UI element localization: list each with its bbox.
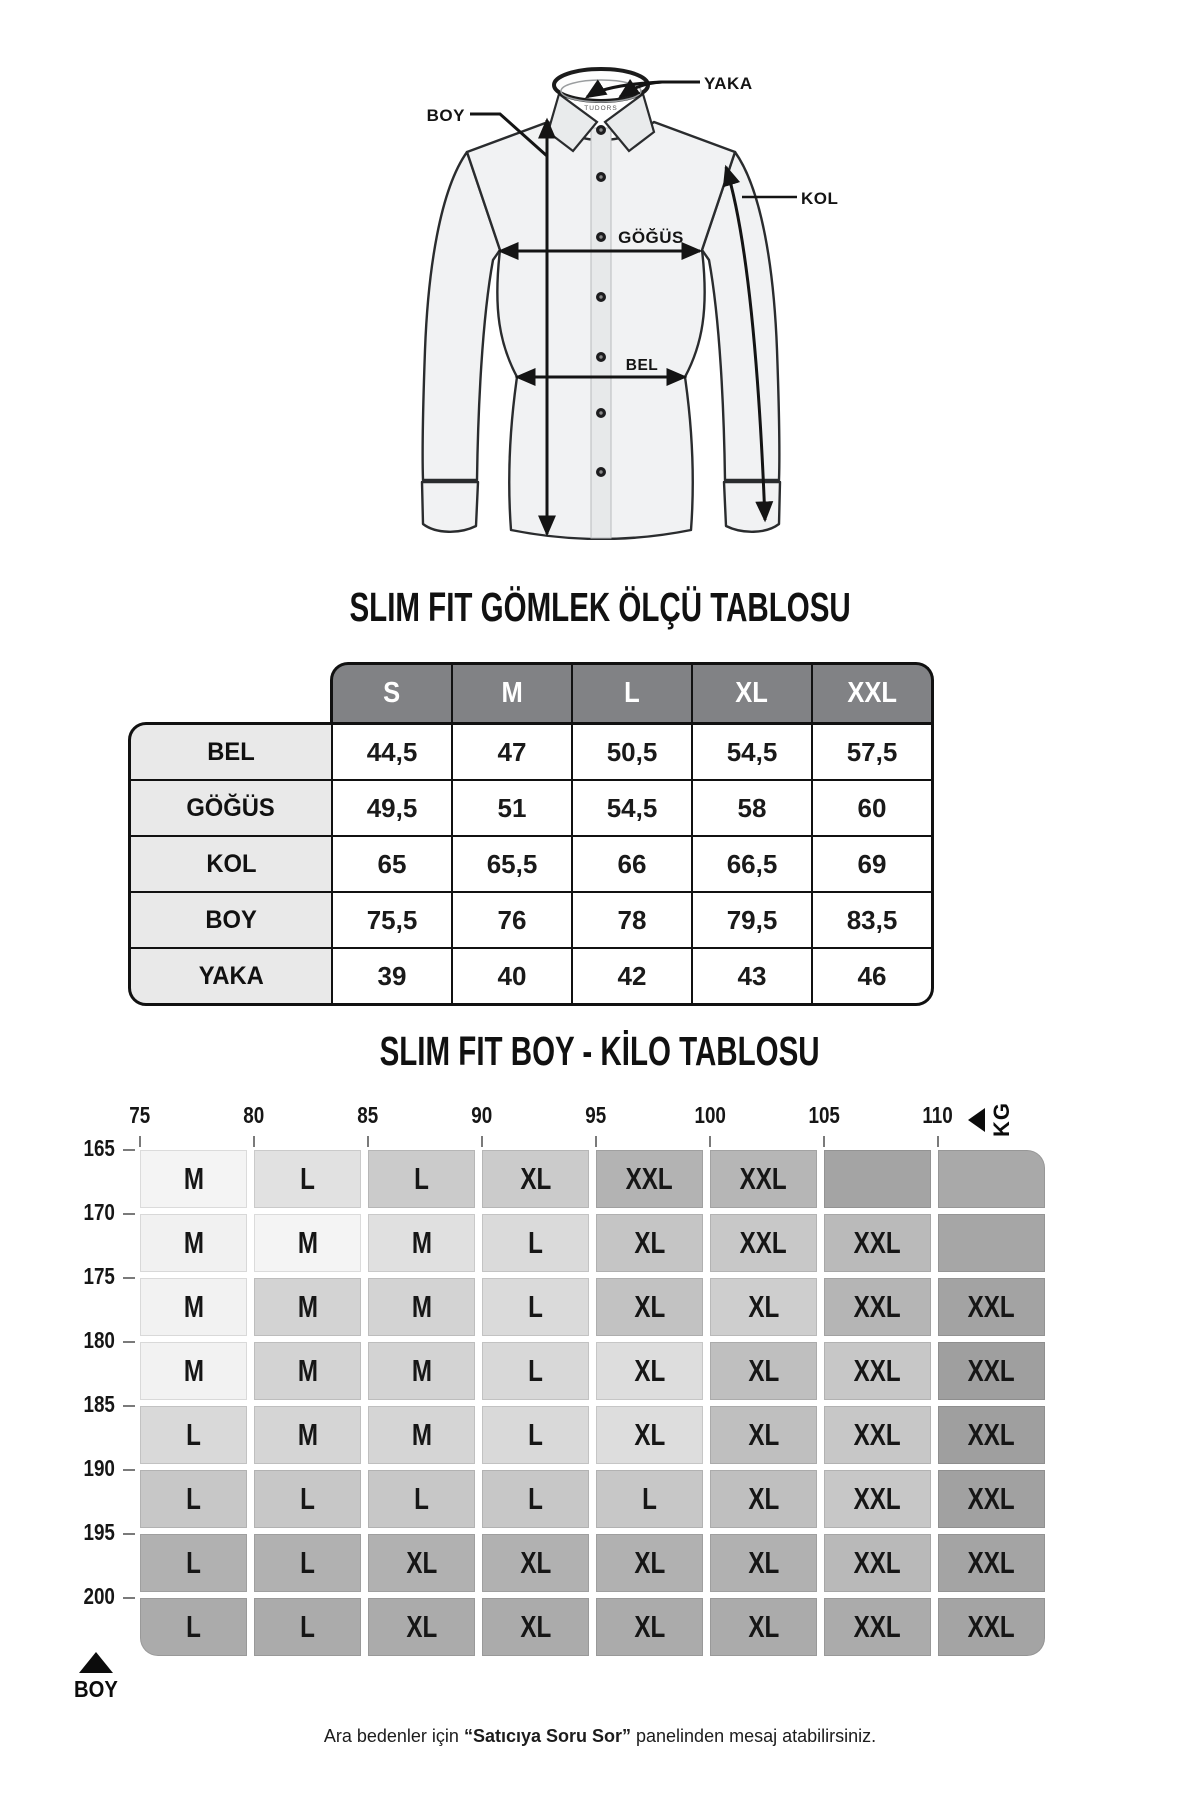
cell-size-value: L [186,1481,201,1516]
height-weight-cell [824,1598,931,1656]
cell-size-value: L [528,1481,543,1516]
cell-size-value: M [297,1225,318,1260]
size-column-header [693,665,811,722]
cell-size-value: L [186,1609,201,1644]
size-value: 54,5 [606,792,658,823]
size-column-label: M [501,677,523,709]
height-weight-cell [368,1214,475,1272]
boy-arrow-icon [79,1652,113,1673]
cell-size-value: XL [406,1545,437,1580]
cell-size-value: M [411,1225,432,1260]
size-value: 57,5 [846,736,898,767]
size-value: 49,5 [366,792,418,823]
size-value: 69 [857,848,887,879]
cell-size-value: XL [748,1481,779,1516]
height-tick-mark [123,1533,135,1535]
cell-size-value: M [183,1161,204,1196]
cell-size-value: M [183,1225,204,1260]
size-column-header [813,665,931,722]
height-tick-label [40,1327,118,1354]
size-value: 43 [737,960,767,991]
cell-size-value: L [642,1481,657,1516]
cell-size-value: XXL [967,1417,1016,1452]
waist-label: BEL [625,357,659,374]
cell-size-value: XL [634,1225,665,1260]
height-weight-cell [482,1278,589,1336]
size-value: 60 [857,792,887,823]
cell-size-value: XXL [739,1225,788,1260]
height-weight-title: SLIM FIT BOY - KİLO TABLOSU [379,1028,821,1074]
size-value-cell [573,781,691,835]
height-weight-cell [482,1214,589,1272]
height-tick-mark [123,1469,135,1471]
size-value: 40 [497,960,527,991]
size-value-cell [333,725,451,779]
cell-size-value: XL [634,1545,665,1580]
measure-row-label: BOY [205,905,257,934]
measure-row-header [131,893,331,947]
kg-tick-mark [253,1136,255,1147]
height-tick-label [40,1455,118,1482]
cell-size-value: L [528,1225,543,1260]
cell-size-value: L [414,1161,429,1196]
height-weight-cell [368,1342,475,1400]
height-tick-mark [123,1405,135,1407]
height-weight-cell [824,1150,931,1208]
kg-tick-value: 75 [129,1102,151,1128]
height-tick-value: 185 [83,1391,115,1417]
size-value: 75,5 [366,904,418,935]
height-weight-cell [482,1406,589,1464]
height-weight-cell [482,1534,589,1592]
measure-row-header [131,725,331,779]
cell-size-value: M [411,1289,432,1324]
cell-size-value: XXL [853,1417,902,1452]
height-weight-cell [938,1150,1045,1208]
height-tick-mark [123,1277,135,1279]
shirt-diagram [330,10,870,540]
cell-size-value: XL [634,1289,665,1324]
cell-size-value: XL [520,1609,551,1644]
cell-size-value: L [300,1545,315,1580]
cell-size-value: M [297,1353,318,1388]
height-weight-cell [140,1214,247,1272]
height-weight-cell [710,1534,817,1592]
cell-size-value: XL [634,1417,665,1452]
size-value: 54,5 [726,736,778,767]
size-value: 51 [497,792,527,823]
height-weight-cell [710,1150,817,1208]
cell-size-value: M [411,1417,432,1452]
cell-size-value: M [183,1289,204,1324]
size-value-cell [453,781,571,835]
height-weight-cell [140,1470,247,1528]
size-value: 65,5 [486,848,538,879]
size-value-cell [453,837,571,891]
cell-size-value: XL [520,1545,551,1580]
height-tick-value: 170 [83,1199,115,1225]
kg-tick-label [898,1102,978,1129]
height-weight-cell [140,1534,247,1592]
kg-tick-mark [823,1136,825,1147]
cell-size-value: XL [748,1417,779,1452]
cell-size-value: XL [748,1353,779,1388]
size-value-cell [693,837,811,891]
size-value-cell [813,837,931,891]
height-tick-label [40,1199,118,1226]
height-weight-cell [596,1278,703,1336]
height-weight-cell [254,1150,361,1208]
cell-size-value: XL [748,1289,779,1324]
height-weight-cell [482,1150,589,1208]
height-weight-cell [938,1598,1045,1656]
cell-size-value: L [300,1481,315,1516]
length-label: BOY [426,106,465,125]
size-value: 39 [377,960,407,991]
size-value: 83,5 [846,904,898,935]
kg-tick-label [670,1102,750,1129]
cell-size-value: XL [634,1609,665,1644]
footer-note: Ara bedenler için “Satıcıya Soru Sor” panelinden mesaj atabilirsiniz. [323,1726,877,1746]
size-value: 58 [737,792,767,823]
height-weight-cell [368,1406,475,1464]
size-value-cell [453,893,571,947]
height-weight-cell [254,1214,361,1272]
height-weight-cell [710,1406,817,1464]
size-value: 42 [617,960,647,991]
size-value-cell [693,949,811,1003]
height-weight-cell [254,1598,361,1656]
height-weight-cell [368,1598,475,1656]
cell-size-value: XXL [853,1481,902,1516]
height-weight-cell [596,1150,703,1208]
kg-tick-mark [595,1136,597,1147]
size-value-cell [453,725,571,779]
cell-size-value: XL [748,1545,779,1580]
size-value-cell [333,893,451,947]
kg-tick-mark [709,1136,711,1147]
cell-size-value: XL [748,1609,779,1644]
brand-mark: TUDORS [584,105,618,112]
size-value-cell [453,949,571,1003]
size-value: 66 [617,848,647,879]
height-weight-cell [710,1598,817,1656]
height-tick-label [40,1391,118,1418]
kg-tick-label [784,1102,864,1129]
cell-size-value: XXL [853,1225,902,1260]
size-value-cell [813,781,931,835]
kg-tick-value: 85 [357,1102,379,1128]
size-value: 76 [497,904,527,935]
height-weight-cell [824,1214,931,1272]
cell-size-value: XXL [967,1353,1016,1388]
kg-tick-value: 90 [471,1102,493,1128]
measure-row-header [131,949,331,1003]
size-value-cell [333,949,451,1003]
collar-label: YAKA [704,74,753,93]
cell-size-value: XXL [853,1289,902,1324]
size-value-cell [693,781,811,835]
height-weight-cell [140,1342,247,1400]
size-column-label: L [624,677,640,709]
height-weight-cell [482,1470,589,1528]
height-weight-cell [824,1342,931,1400]
height-tick-mark [123,1597,135,1599]
height-weight-cell [368,1470,475,1528]
cell-size-value: L [528,1417,543,1452]
cell-size-value: L [528,1289,543,1324]
height-tick-value: 175 [83,1263,115,1289]
cell-size-value: XXL [967,1545,1016,1580]
kg-tick-label [556,1102,636,1129]
height-weight-cell [140,1406,247,1464]
kg-tick-mark [367,1136,369,1147]
kg-tick-label [100,1102,180,1129]
height-weight-cell [824,1278,931,1336]
kg-tick-value: 95 [585,1102,607,1128]
height-tick-value: 190 [83,1455,115,1481]
measure-row-header [131,837,331,891]
size-value: 50,5 [606,736,658,767]
size-value-cell [573,949,691,1003]
cell-size-value: XXL [853,1353,902,1388]
height-weight-cell [596,1470,703,1528]
height-weight-cell [710,1214,817,1272]
size-value-cell [813,893,931,947]
height-weight-cell [824,1534,931,1592]
size-column-header [333,665,451,722]
size-value-cell [573,725,691,779]
cell-size-value: XXL [625,1161,674,1196]
height-tick-label [40,1263,118,1290]
size-value: 65 [377,848,407,879]
height-weight-cell [824,1406,931,1464]
size-value: 66,5 [726,848,778,879]
height-weight-cell [368,1534,475,1592]
cell-size-value: XXL [967,1481,1016,1516]
kg-tick-value: 105 [808,1102,840,1128]
height-tick-label [40,1583,118,1610]
size-value: 78 [617,904,647,935]
size-value-cell [813,725,931,779]
cell-size-value: L [528,1353,543,1388]
cell-size-value: XXL [967,1289,1016,1324]
cell-size-value: M [183,1353,204,1388]
measure-row-label: KOL [205,849,257,878]
height-weight-cell [254,1406,361,1464]
height-tick-value: 180 [83,1327,115,1353]
cell-size-value: M [297,1417,318,1452]
height-weight-cell [482,1598,589,1656]
size-value-cell [693,893,811,947]
height-tick-label [40,1519,118,1546]
height-weight-cell [140,1598,247,1656]
cell-size-value: M [411,1353,432,1388]
size-table-title: SLIM FIT GÖMLEK ÖLÇÜ TABLOSU [349,584,851,630]
height-tick-mark [123,1341,135,1343]
cell-size-value: L [186,1417,201,1452]
size-table-header [330,662,934,722]
boy-axis-icon [71,1652,121,1703]
kg-tick-label [328,1102,408,1129]
size-column-header [453,665,571,722]
height-weight-cell [596,1342,703,1400]
height-weight-cell [938,1470,1045,1528]
height-weight-cell [938,1406,1045,1464]
height-weight-cell [140,1150,247,1208]
height-weight-cell [254,1534,361,1592]
height-weight-cell [596,1598,703,1656]
measure-row-label: BEL [207,737,255,766]
kg-tick-label [442,1102,522,1129]
cell-size-value: XXL [853,1545,902,1580]
size-value: 79,5 [726,904,778,935]
kg-axis-label: KG [989,1102,1014,1137]
height-weight-cell [596,1534,703,1592]
height-tick-label [40,1135,118,1162]
cell-size-value: XL [634,1353,665,1388]
cell-size-value: XXL [967,1609,1016,1644]
size-value-cell [573,837,691,891]
measure-row-label: GÖĞÜS [186,793,276,822]
height-weight-cell [482,1342,589,1400]
size-column-label: XL [735,677,769,709]
height-tick-value: 195 [83,1519,115,1545]
cell-size-value: XXL [739,1161,788,1196]
kg-tick-value: 100 [694,1102,726,1128]
cell-size-value: XL [406,1609,437,1644]
height-weight-cell [368,1278,475,1336]
cell-size-value: L [300,1609,315,1644]
height-weight-cell [710,1278,817,1336]
height-weight-cell [596,1406,703,1464]
height-weight-cell [710,1342,817,1400]
cell-size-value: L [414,1481,429,1516]
height-weight-cell [254,1342,361,1400]
kg-tick-value: 110 [922,1102,954,1128]
height-weight-cell [824,1470,931,1528]
height-weight-cell [938,1278,1045,1336]
height-weight-cell [254,1278,361,1336]
kg-tick-value: 80 [243,1102,265,1128]
cell-size-value: XXL [853,1609,902,1644]
height-weight-cell [140,1278,247,1336]
cell-size-value: M [297,1289,318,1324]
sleeve-label: KOL [801,189,839,208]
size-column-header [573,665,691,722]
height-tick-value: 200 [83,1583,115,1609]
size-value-cell [693,725,811,779]
size-column-label: XXL [847,677,897,709]
size-value-cell [333,837,451,891]
height-weight-cell [254,1470,361,1528]
kg-tick-label [214,1102,294,1129]
size-value: 44,5 [366,736,418,767]
height-weight-cell [938,1534,1045,1592]
height-tick-mark [123,1213,135,1215]
size-value: 46 [857,960,887,991]
size-value-cell [813,949,931,1003]
size-value: 47 [497,736,527,767]
cell-size-value: L [186,1545,201,1580]
height-weight-cell [938,1342,1045,1400]
measure-row-header [131,781,331,835]
measure-row-label: YAKA [198,961,264,990]
size-value-cell [333,781,451,835]
height-tick-value: 165 [83,1135,115,1161]
chest-label: GÖĞÜS [618,228,684,247]
kg-tick-mark [139,1136,141,1147]
size-table-body [128,722,934,1006]
size-value-cell [573,893,691,947]
cell-size-value: L [300,1161,315,1196]
kg-tick-mark [481,1136,483,1147]
height-weight-cell [596,1214,703,1272]
size-column-label: S [383,677,401,709]
kg-tick-mark [937,1136,939,1147]
height-weight-cell [938,1214,1045,1272]
height-weight-cell [368,1150,475,1208]
height-tick-mark [123,1149,135,1151]
height-weight-cell [710,1470,817,1528]
boy-axis-label: BOY [73,1676,118,1702]
cell-size-value: XL [520,1161,551,1196]
